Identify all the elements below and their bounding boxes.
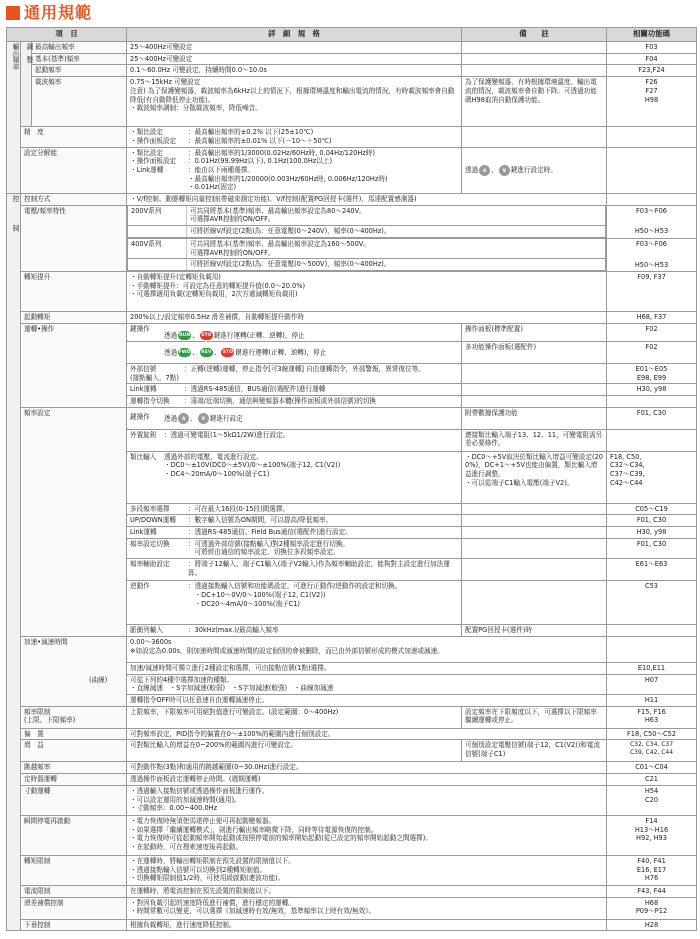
table-row: 基本(基準)頻率 25～400Hz可變設定 F04	[7, 53, 697, 65]
table-row: 頻率設定切換 ：可透過外部信號(接點輸入)對2種頻率設定進行切換。 可將經由通信的頻率設定、切換位多段頻率設定。 F01, C30	[7, 538, 697, 558]
table-row: 頻率限制 (上限，下限頻率) 上限頻率，下限頻率可用絕對值進行可變設定。(設定範圍：0～400Hz) 設定頻率在下限頻度以下，可選擇以下限頻率繼續運轉或停止。 F15, F16 H63	[7, 706, 697, 728]
page-title: 通用規範	[6, 3, 92, 23]
table-row: 加速/減速時間可獨立進行2種設定和選擇，可由接點信號(1點)選擇。 E10,E11	[7, 662, 697, 674]
table-row: 設定分解能 ・類比設定 ：最高輸出頻率的1/3000(0.02Hz/60Hz時, 0.04Hz/120Hz時) ・操作面板設定 ：0.01Hz(99.99Hz以下), 0.1Hz(100.0Hz以上) ・Link運轉 ：能由以下兩種選擇。 ・最高輸出頻率的1/20000(0.003Hz/60Hz時, 0.006Hz/120Hz時) ・0.01Hz(固定) 透過 ∧ 、 ∨ 鍵進行設定時。	[7, 147, 697, 194]
table-row: 運轉指令切換 ：遠端/近端切換，通信與變頻器本體(操作面板或外部信號)的切換	[7, 395, 697, 407]
rev-key-icon: REV	[201, 349, 212, 355]
table-row: 起動轉矩 200%以上/設定頻率0.5Hz 滑差補償，自動轉矩提升動作時 H68, F37	[7, 311, 697, 323]
table-row: 精 度 ・類比設定 ：最高輸出頻率的±0.2% 以下(25±10℃) ・操作面板設定 ：最高輸出頻率的±0.01% 以下(－10～＋50℃)	[7, 127, 697, 147]
table-header: 項 目 詳 細 規 格 備 註 相關功能碼	[7, 28, 697, 42]
stop-key-icon: STOP	[222, 349, 234, 364]
table-row: Link運轉 ：透過RS-485通信、Field Bus通信(選配件)進行設定。 H30, y98	[7, 527, 697, 539]
table-row: UP/DOWN運轉 ：數字輸入信號為ON期間，可以提高/降低頻率。 F01, C30	[7, 515, 697, 527]
table-row: 電壓/頻率特性 200V系列 可共同將基本(基準)頻率、最高輸出頻率設定為80～240V。 可選擇AVR控制的ON/OFF。 可將折線V/f設定(2點)為：任意電壓(0～240V)，頻率(0～400Hz)。 F03～F06 H50～H53	[7, 205, 697, 238]
table-row: 外部信號 (接點輸入，7點) ：正轉(逆轉)運轉，停止指令[可3線運轉] 自由運轉指令，外部警報，異常復位等。 E01～E05 E98, E99	[7, 363, 697, 383]
section-output: 輸出頻率	[7, 42, 21, 194]
table-row: 400V系列 可共同將基本(基準)頻率、最高輸出頻率設定為160～500V。 可選擇AVR控制的ON/OFF。 可將折線V/f設定(2點)為：任意電壓(0～500V)，頻率(0～400Hz)。 F03～F06 H50～H53	[7, 238, 697, 271]
table-row: 透過FWD、 REV 、 STOP鍵進行運轉(正轉、逆轉)，停止 多功能操作面板(選配件) F02	[7, 341, 697, 363]
title-square-icon	[6, 6, 20, 20]
sub-adjust: 調整	[21, 42, 32, 127]
spec-table	[6, 27, 697, 931]
stop-key-icon: STOP	[201, 332, 212, 347]
fwd-key-icon: FWD	[178, 349, 191, 355]
table-row: 滑差補償控制 ・對因負載引起的速度降低進行補償，進行穩定的運轉。 ・時間常數可以變更，可以選擇《加減速時有效/無效，基準頻率以上時有效/無效》。 H68 P09～P12	[7, 897, 697, 919]
table-row: 載波頻率 0.75～15kHz 可變設定 注意) 為了保護變頻器，載波頻率為6kHz以上的情況下，根據環境溫度和輸出電流的情況，有時載波頻率會自動降低(有自動降低停止功能)。 ・載波頻率調制：分散載波頻率，降低噪音。 為了保護變頻器，有時根據環境溫度、輸出電流的情況，載波頻率會自動下降。可透過功能碼H98取消自動保護功能。 F26 F27 H98	[7, 77, 697, 127]
down-arrow-key-icon: ∨	[198, 413, 209, 424]
table-row: 偏 置 可對頻率設定，PID指令的偏置在0～±100%的範圍內進行個別設定。 F18, C50～C52	[7, 728, 697, 740]
table-row: 電流限制 在運轉時，將電流控制在預先設置的限制值以下。 F43, F44	[7, 885, 697, 897]
table-row: 類比輸入 透過外部的電壓，電流進行設定。 ・DC0～±10V(DC0～±5V)/0～±100%(端子12, C1(V2)) ・DC4～20mA/0～100%(端子C1) ・DC0～+5V取決於類比輸入增益可變設定(200%)，DC+1～+5V也能由偏置，類比輸入增益進行調整。 ・可以從端子C1輸入電壓(端子V2)。 F18, C50, C32～C34, C37～C39, C42～C44	[7, 451, 697, 503]
table-row: 脈衝列輸入 ：30kHz(max.)/最高輸入頻率 配置PG回授卡(選件)時	[7, 625, 697, 637]
table-row: (曲線) 可從下列的4種中選擇加速的種類。 ・直線減速 ・S字加減速(較弱) ・S字加減速(較強) ・曲線加減速 H07	[7, 674, 697, 694]
table-row: 寸動運轉 ・透過輸入接點信號或透過操作面板進行運作。 ・可以設定運用的加減速時間(通用)。 ・寸動頻率：0.00~400.0Hz H54 C20	[7, 785, 697, 815]
table-row: 跳越頻率 可對動作點(3點)和通用的跳越範圍(0~30.0Hz)進行設定。 C01～C04	[7, 762, 697, 774]
run-key-icon: RUN	[179, 332, 191, 338]
table-row: 增 益 可對類比輸入的增益在0~200%的範圍內進行可變設定。 可個別設定電壓信號(端子12，C1(V2))和電流信號(端子C1) C32, C34, C37 C39, C42, C44	[7, 740, 697, 762]
up-arrow-key-icon: ∧	[479, 165, 490, 176]
table-row: 運轉指令OFF時可以任意速自由運轉減速停止。 H11	[7, 695, 697, 707]
down-arrow-key-icon: ∨	[499, 165, 510, 176]
up-arrow-key-icon: ∧	[178, 413, 189, 424]
table-row: 運轉•操作 鍵操作 透過 RUN 、 STOP鍵進行運轉(正轉、逆轉)，停止 操作面板(標準配置) F02	[7, 323, 697, 341]
table-row: 多段頻率選擇 ：可在最大16段(0-15段)間選擇。 C05～C19	[7, 503, 697, 515]
table-row: 定時器運轉 透過操作面板設定運轉停止時間。(週期運轉) C21	[7, 774, 697, 786]
table-row: 輸出頻率 調整 最高輸出頻率 25～400Hz可變設定 F03	[7, 42, 697, 54]
table-row: 轉矩限制 ・在運轉時，將輸出轉矩限制在預先設置的限制值以下。 ・透過接點輸入信號可以切換到2種轉矩制值。 ・切換轉矩限制值1/2時，可使用緩啟動(連波功能)。 F40, F41 E16, E17 H76	[7, 855, 697, 885]
section-control: 控 制	[7, 194, 21, 931]
table-row: 轉矩提升 ・自動轉矩提升(定轉矩負載用) ・手動轉矩提升：可設定為任意的轉矩提升值(0.0～20.0%) ・可選擇適用負載(定轉矩負載用，2次方遞減轉矩負載用) F09, F37	[7, 271, 697, 311]
table-row: 外置旋鈕 ：透過可變電阻(1～5kΩ1/2W)進行設定。 連接類比輸入端子13、12、11，可變電阻需另差必要條件。	[7, 429, 697, 451]
table-row: 控 制 控制方式 ・V/f控制、動態轉矩向量控制(帶磁束測定功能)、V/f控制(配置PG回授卡(選件)，馬達配置感測器)	[7, 194, 697, 206]
table-row: 瞬間停電再啟動 ・電力恢復時無須使馬達停止便可再起動變頻器。 ・如果選擇「繼續運轉模式」，則進行輸出頻率略微下降，同時等待電源恢復的控制。 ・電力恢復時可從起動頻率開始起動或按照停電前的頻率開始起動(從已設定的頻率開始起動之間選擇)。 ・在起動時，可在搜索速度後再起動。 F14 H13～H16 H92, H93	[7, 815, 697, 855]
table-row: 頻率設定 鍵操作 透過 ∧ 、 ∨ 鍵進行設定 附帶數據保護功能 F01, C30	[7, 407, 697, 429]
table-row: 下垂控制 根據負載轉矩，進行速度降低控制。 H28	[7, 919, 697, 931]
table-row: Link運轉 ：透過RS-485通信，BUS通信(選配件)進行運轉 H30, y98	[7, 384, 697, 396]
table-row: 加速•減速時間 0.00～3600s ※如設定為0.00s，則加速時間或減速時間的設定個別的會被刪除，而已由外部信號形成的模式加速或減速。	[7, 636, 697, 662]
table-row: 起動頻率 0.1～60.0Hz 可變設定，持續時間0.0～10.0s F23,F24	[7, 65, 697, 77]
table-row: 頻率輔助設定 ：將端子12輸入、端子C1輸入(端子V2輸入)作為頻率輔助設定，能夠對主設定進行加法運算。 E61～E63	[7, 559, 697, 581]
table-row: 逆動作 ：透過接點輸入信號和功能碼設定，可進行正動作/逆動作的設定和切換。 ・DC+10～0V/0～100%(端子12, C1(V2)) ・DC20～4mA/0～100%(端子C1) C53	[7, 581, 697, 625]
